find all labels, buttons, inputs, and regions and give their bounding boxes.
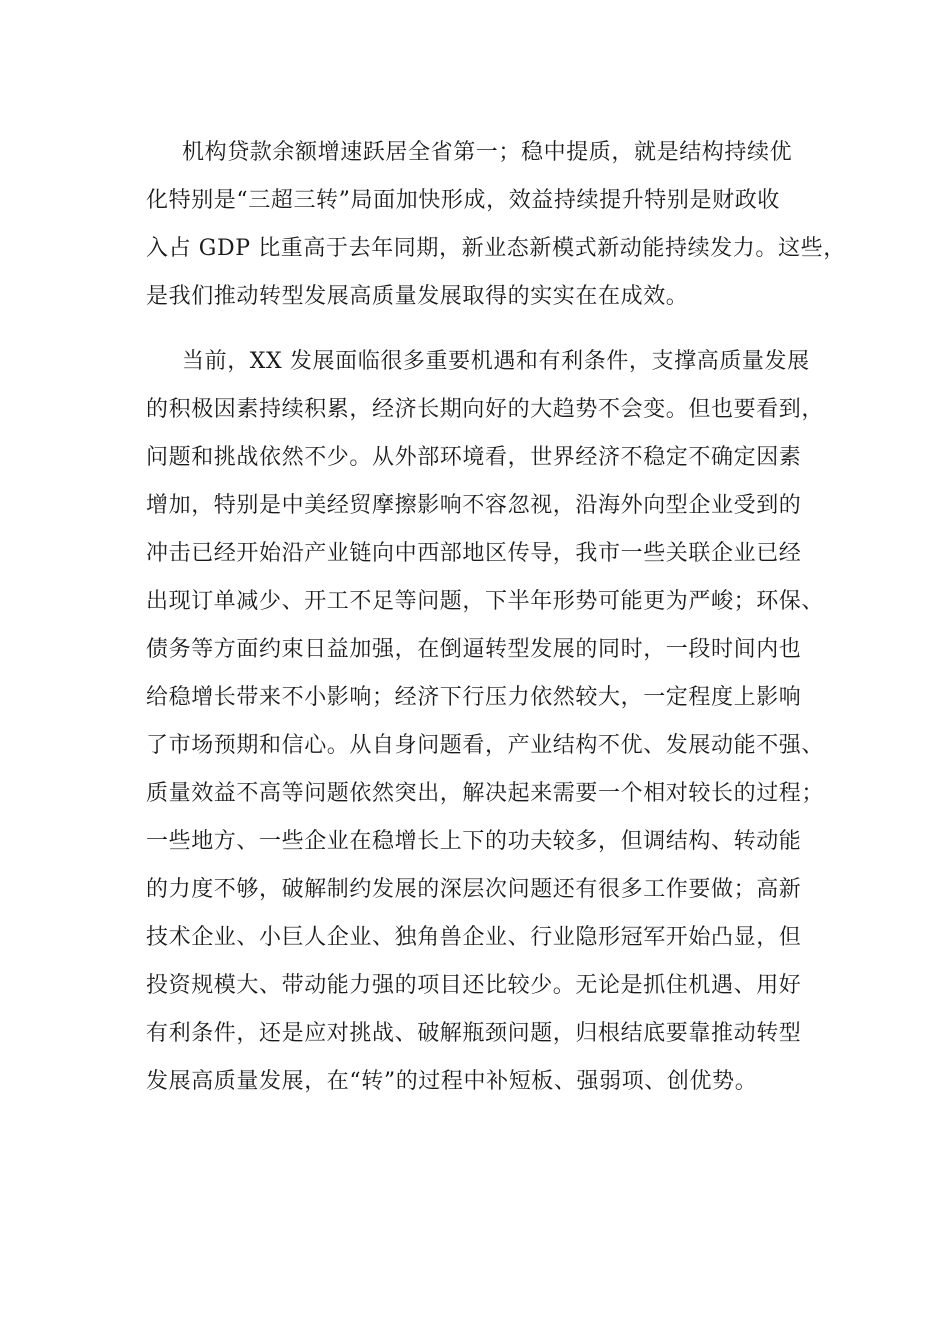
paragraph-line: 冲击已经开始沿产业链向中西部地区传导，我市一些关联企业已经 (146, 541, 802, 566)
paragraph-line: 一些地方、一些企业在稳增长上下的功夫较多，但调结构、转动能 (146, 829, 802, 854)
paragraph-line: 是我们推动转型发展高质量发展取得的实实在在成效。 (146, 284, 689, 309)
paragraph-line: 问题和挑战依然不少。从外部环境看，世界经济不稳定不确定因素 (146, 445, 802, 470)
paragraph-line: 的积极因素持续积累，经济长期向好的大趋势不会变。但也要看到， (146, 397, 825, 422)
paragraph-line: 出现订单减少、开工不足等问题，下半年形势可能更为严峻；环保、 (146, 589, 825, 614)
paragraph-line: 质量效益不高等问题依然突出，解决起来需要一个相对较长的过程； (146, 781, 825, 806)
paragraph-line: 入占 GDP 比重高于去年同期，新业态新模式新动能持续发力。这些， (146, 236, 846, 261)
paragraph-line: 了市场预期和信心。从自身问题看，产业结构不优、发展动能不强、 (146, 733, 825, 758)
paragraph-line: 债务等方面约束日益加强，在倒逼转型发展的同时，一段时间内也 (146, 637, 802, 662)
paragraph-line: 增加，特别是中美经贸摩擦影响不容忽视，沿海外向型企业受到的 (146, 493, 802, 518)
paragraph-line: 投资规模大、带动能力强的项目还比较少。无论是抓住机遇、用好 (146, 973, 802, 998)
paragraph-line: 机构贷款余额增速跃居全省第一；稳中提质，就是结构持续优 (182, 140, 793, 165)
paragraph-line: 化特别是“三超三转”局面加快形成，效益持续提升特别是财政收 (146, 188, 780, 213)
paragraph-line: 当前，XX 发展面临很多重要机遇和有利条件，支撑高质量发展 (182, 349, 810, 374)
paragraph-line: 发展高质量发展，在“转”的过程中补短板、强弱项、创优势。 (146, 1069, 758, 1094)
paragraph-line: 有利条件，还是应对挑战、破解瓶颈问题，归根结底要靠推动转型 (146, 1021, 802, 1046)
paragraph-line: 技术企业、小巨人企业、独角兽企业、行业隐形冠军开始凸显，但 (146, 925, 802, 950)
paragraph-line: 给稳增长带来不小影响；经济下行压力依然较大，一定程度上影响 (146, 685, 802, 710)
paragraph-line: 的力度不够，破解制约发展的深层次问题还有很多工作要做；高新 (146, 877, 802, 902)
